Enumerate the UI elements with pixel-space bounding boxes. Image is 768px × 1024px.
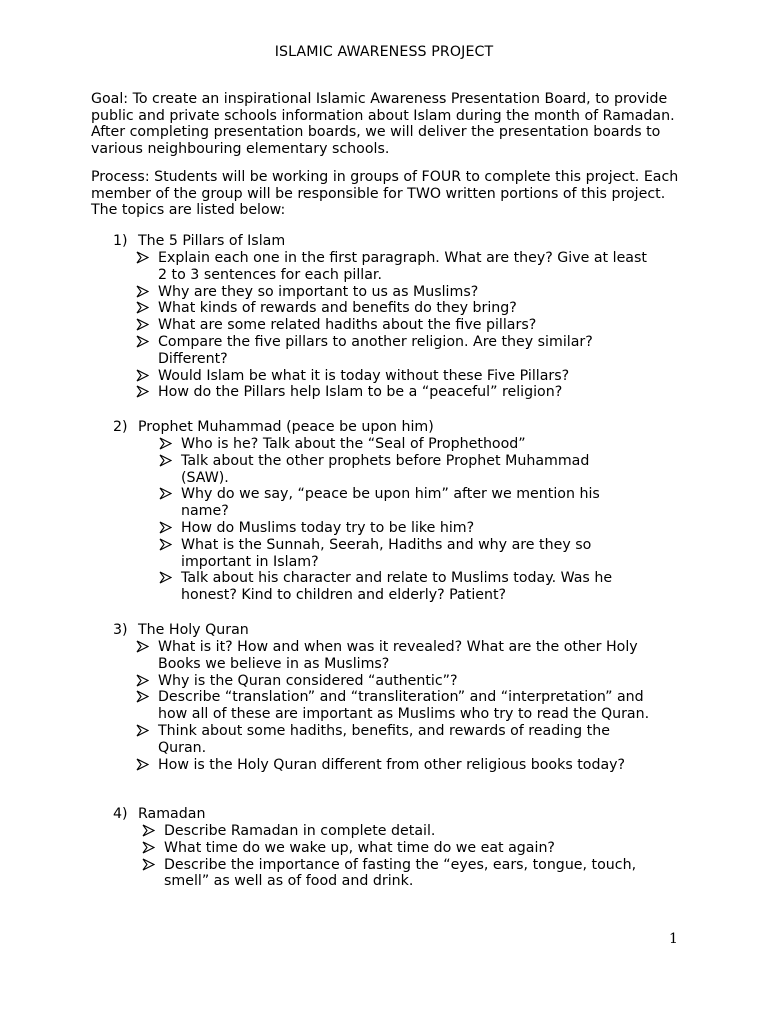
arrowhead-bullet-icon [159,538,172,551]
bullet-list [0,639,768,773]
section-heading [113,622,249,639]
arrowhead-bullet-icon [136,251,149,264]
arrowhead-bullet-icon [136,318,149,331]
page-number: 1 [669,931,678,947]
list-item: What kinds of rewards and benefits do they bring? [0,300,768,317]
arrowhead-bullet-icon [142,841,155,854]
list-item: How do Muslims today try to be like him? [0,520,768,537]
bullet-list [0,436,768,604]
list-item: What are some related hadiths about the five pillars? [0,317,768,334]
arrowhead-bullet-icon [136,724,149,737]
arrowhead-bullet-icon [136,640,149,653]
list-item: Describe Ramadan in complete detail. [0,823,768,840]
section-heading [113,233,285,250]
list-item: Why do we say, “peace be upon him” after we mention his name? [0,486,768,520]
section-title: Ramadan [138,806,206,822]
list-item: How is the Holy Quran different from other religious books today? [0,757,768,774]
bullet-list [0,250,768,401]
list-item: What is it? How and when was it revealed? What are the other Holy Books we believe in as Muslims? [0,639,768,673]
list-item: What is the Sunnah, Seerah, Hadiths and why are they so important in Islam? [0,537,768,571]
arrowhead-bullet-icon [136,369,149,382]
arrowhead-bullet-icon [142,858,155,871]
bullet-list [0,823,768,890]
list-item: Describe the importance of fasting the “eyes, ears, tongue, touch, smell” as well as of food and drink. [0,857,768,891]
list-item: Talk about his character and relate to Muslims today. Was he honest? Kind to children and elderly? Patient? [0,570,768,604]
list-item: Explain each one in the first paragraph. What are they? Give at least 2 to 3 sentences for each pillar. [0,250,768,284]
list-item: Compare the five pillars to another religion. Are they similar? Different? [0,334,768,368]
arrowhead-bullet-icon [136,335,149,348]
section-title: Prophet Muhammad (peace be upon him) [138,419,434,435]
arrowhead-bullet-icon [159,521,172,534]
section-number: 2) [113,419,128,435]
section-number: 4) [113,806,128,822]
section-title: The 5 Pillars of Islam [138,233,286,249]
page-title: ISLAMIC AWARENESS PROJECT [274,44,494,60]
list-item: Why are they so important to us as Muslims? [0,284,768,301]
list-item: Would Islam be what it is today without these Five Pillars? [0,368,768,385]
list-item: Why is the Quran considered “authentic”? [0,673,768,690]
list-item: Describe “translation” and “transliteration” and “interpretation” and how all of these are important as Muslims who try to read the Quran. [0,689,768,723]
section-number: 1) [113,233,128,249]
section-number: 3) [113,622,128,638]
section-heading [113,806,205,823]
arrowhead-bullet-icon [136,301,149,314]
arrowhead-bullet-icon [159,454,172,467]
arrowhead-bullet-icon [159,487,172,500]
arrowhead-bullet-icon [136,674,149,687]
arrowhead-bullet-icon [136,758,149,771]
arrowhead-bullet-icon [159,571,172,584]
section-title: The Holy Quran [138,622,249,638]
arrowhead-bullet-icon [142,824,155,837]
arrowhead-bullet-icon [159,437,172,450]
list-item: How do the Pillars help Islam to be a “peaceful” religion? [0,384,768,401]
arrowhead-bullet-icon [136,385,149,398]
arrowhead-bullet-icon [136,285,149,298]
list-item: Think about some hadiths, benefits, and rewards of reading the Quran. [0,723,768,757]
section-heading [113,419,434,436]
list-item: Talk about the other prophets before Prophet Muhammad (SAW). [0,453,768,487]
process-paragraph: Process: Students will be working in groups of FOUR to complete this project. Each member of the group will be responsible for TWO written portions of this project. The topics are listed below: [91,169,679,219]
arrowhead-bullet-icon [136,690,149,703]
list-item: Who is he? Talk about the “Seal of Prophethood” [0,436,768,453]
goal-paragraph: Goal: To create an inspirational Islamic Awareness Presentation Board, to provide public and private schools information about Islam during the month of Ramadan. After completing presentation boards, we will deliver the presentation boards to various neighbouring elementary schools. [91,91,675,157]
list-item: What time do we wake up, what time do we eat again? [0,840,768,857]
